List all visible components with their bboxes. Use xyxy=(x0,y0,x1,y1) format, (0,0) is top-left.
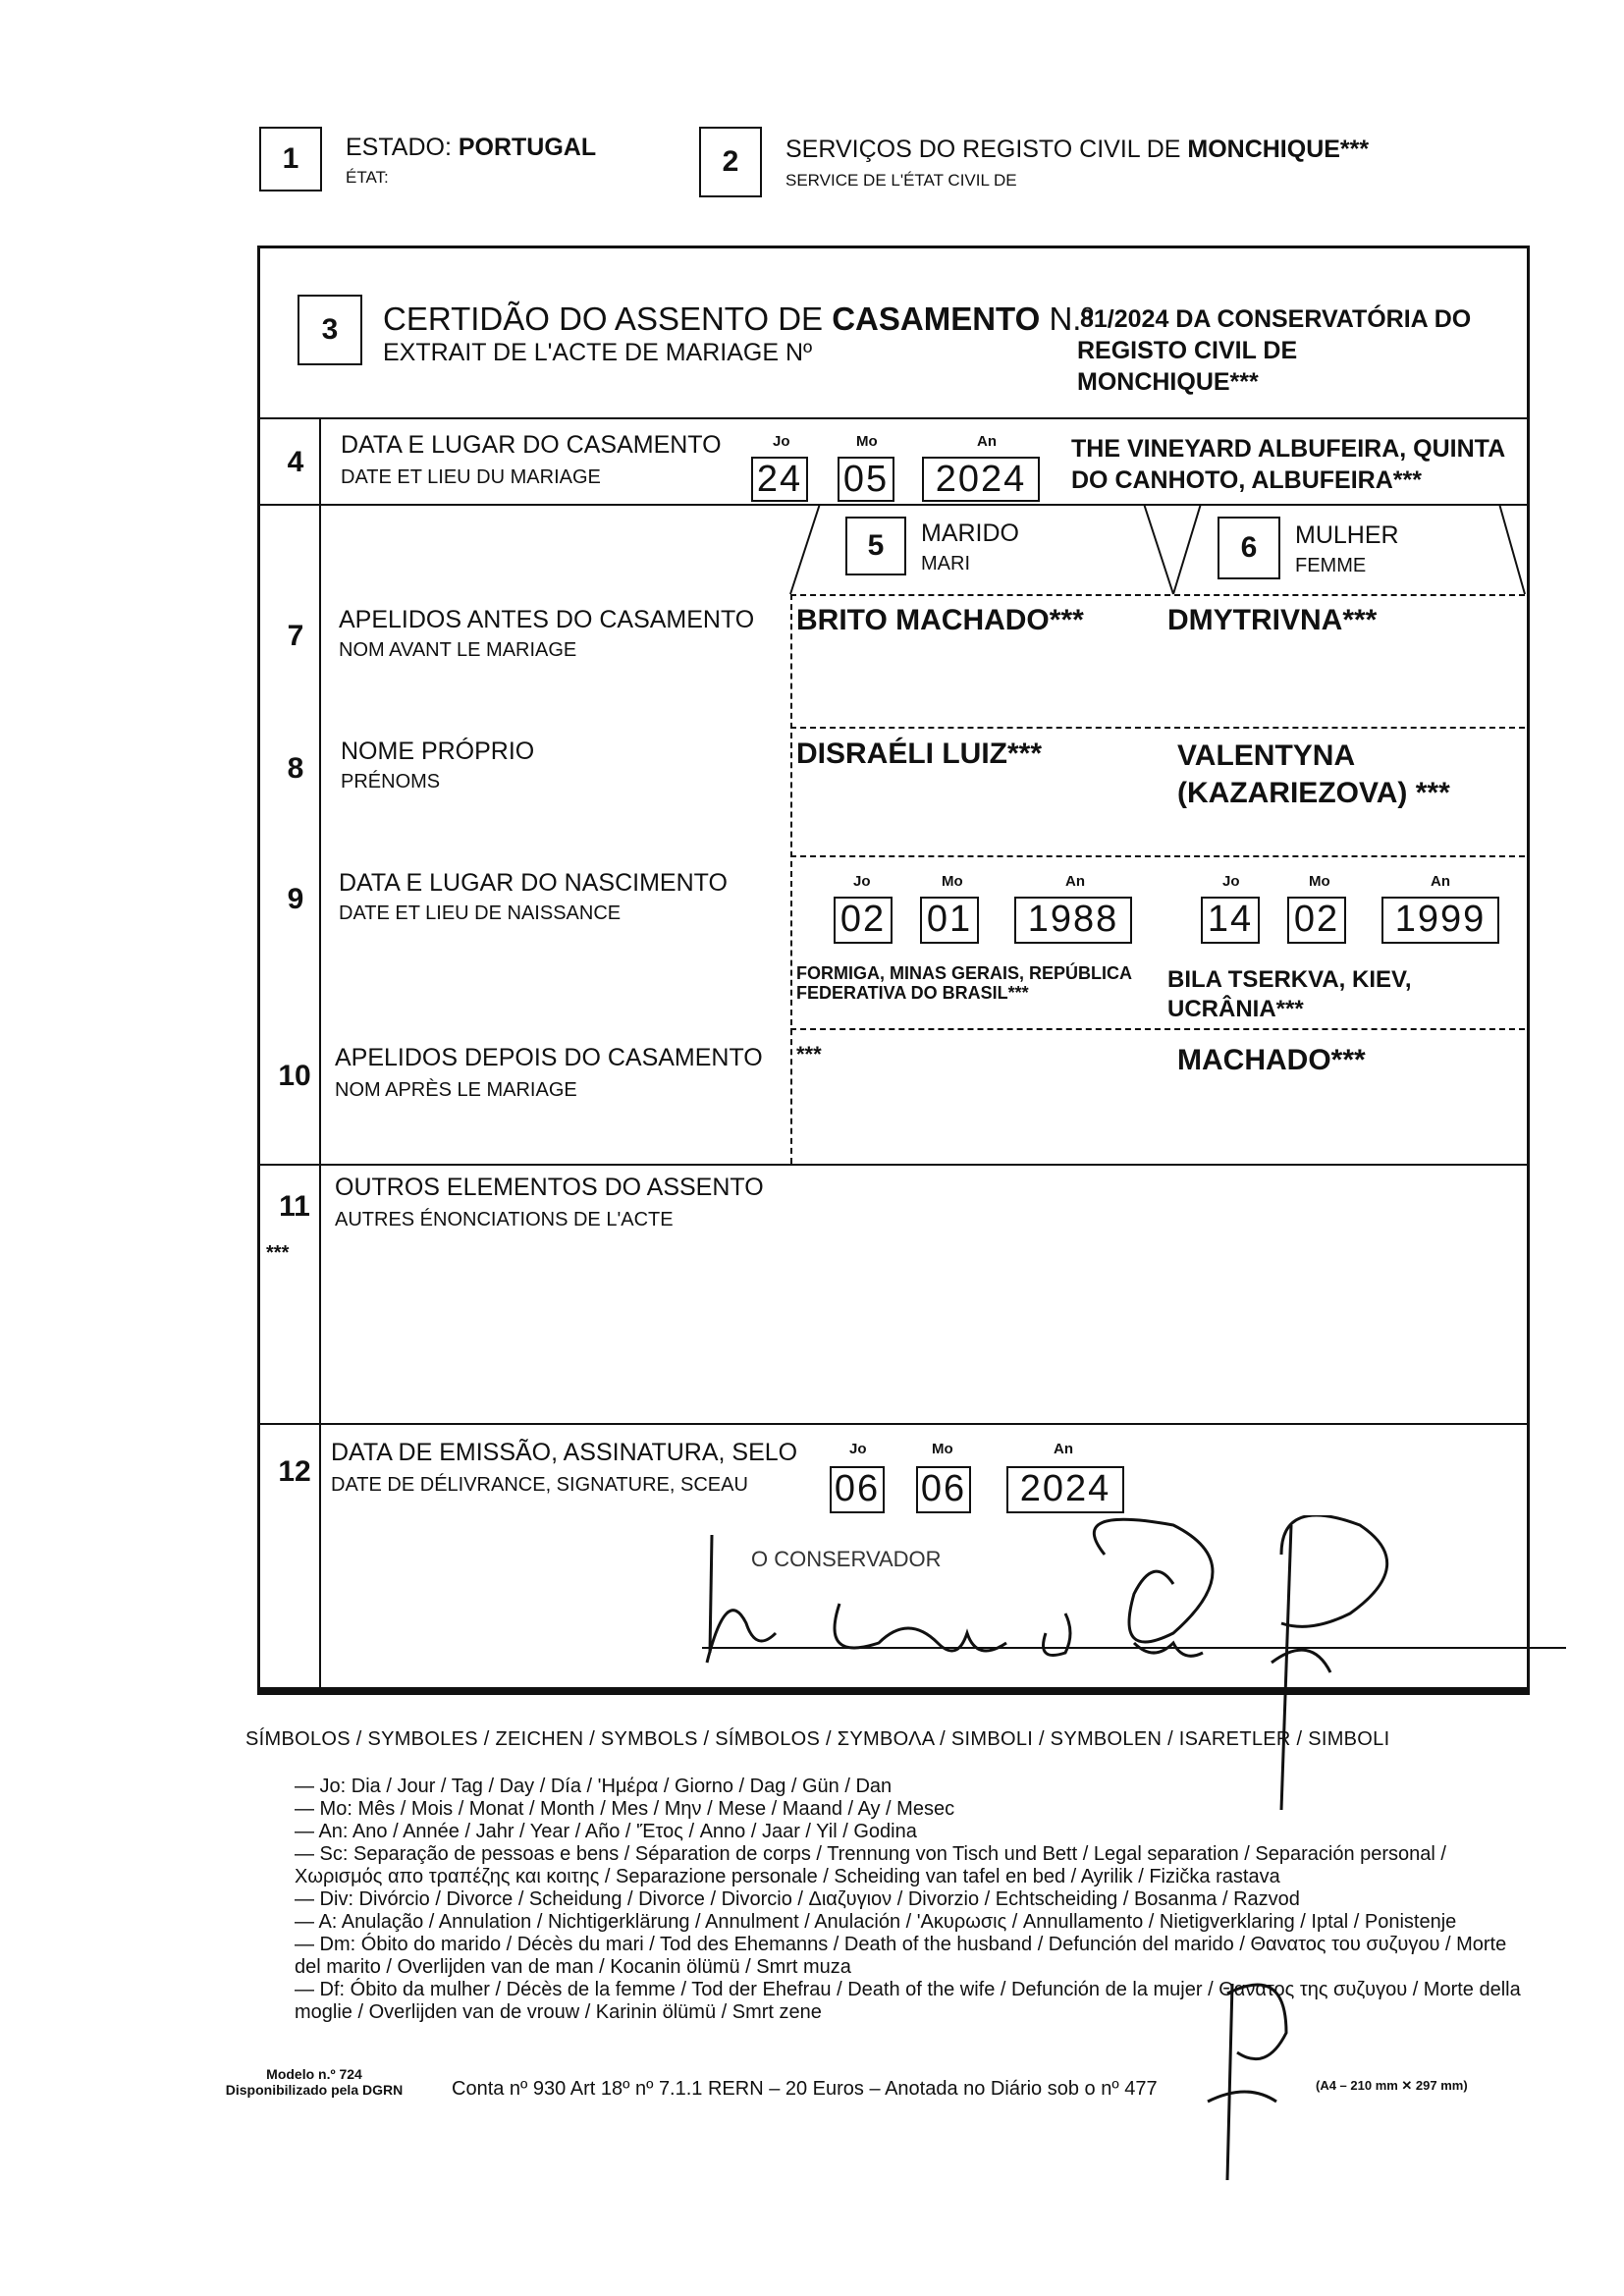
husband-column-divider xyxy=(790,594,792,1164)
row9-h-mo-label: Mo xyxy=(942,873,963,890)
row10-label-fr: NOM APRÈS LE MARIAGE xyxy=(335,1079,577,1101)
certificate-form xyxy=(257,246,1530,1695)
row4-label-fr: DATE ET LIEU DU MARIAGE xyxy=(341,466,601,488)
wife-birth-place-2: UCRÂNIA*** xyxy=(1167,996,1304,1022)
issue-year: 2024 xyxy=(1006,1466,1124,1513)
wife-birth-place xyxy=(1167,965,1411,1024)
model-info xyxy=(196,2066,432,2098)
handwritten-signature xyxy=(673,1515,1556,1810)
divider xyxy=(790,727,1525,729)
paper-format: (A4 – 210 mm ✕ 297 mm) xyxy=(1316,2078,1468,2093)
row12-label-fr: DATE DE DÉLIVRANCE, SIGNATURE, SCEAU xyxy=(331,1474,748,1496)
certificate-number-3: MONCHIQUE*** xyxy=(1077,368,1259,396)
servicos-label xyxy=(785,136,1369,164)
row9-label-pt: DATA E LUGAR DO NASCIMENTO xyxy=(339,869,728,897)
wife-birth-place-1: BILA TSERKVA, KIEV, xyxy=(1167,966,1412,993)
husband-first-name: DISRAÉLI LUIZ*** xyxy=(796,738,1043,770)
wife-surname-before: DMYTRIVNA*** xyxy=(1167,604,1378,636)
husband-birth-month: 01 xyxy=(920,897,979,944)
model-provider: Disponibilizado pela DGRN xyxy=(225,2082,404,2098)
wife-birth-day: 14 xyxy=(1201,897,1260,944)
title-pt-c: N.º xyxy=(1049,301,1094,337)
row12-jo-label: Jo xyxy=(849,1441,867,1457)
row9-h-an-label: An xyxy=(1065,873,1085,890)
etat-label: ÉTAT: xyxy=(346,168,389,187)
row12-an-label: An xyxy=(1054,1441,1073,1457)
title-fr: EXTRAIT DE L'ACTE DE MARIAGE Nº xyxy=(383,339,813,366)
row4-label-pt: DATA E LUGAR DO CASAMENTO xyxy=(341,431,722,459)
field-number-5: 5 xyxy=(845,517,906,575)
row8-label-fr: PRÉNOMS xyxy=(341,771,441,793)
form-bottom-border xyxy=(257,1687,1530,1693)
symbol-line: — Jo: Dia / Jour / Tag / Day / Día / 'Ημέρα / Giorno / Dag / Gün / Dan xyxy=(295,1776,893,1797)
husband-birth-day: 02 xyxy=(834,897,893,944)
row4-jo-label: Jo xyxy=(773,433,790,450)
husband-birth-year: 1988 xyxy=(1014,897,1132,944)
certificate-number-2: REGISTO CIVIL DE xyxy=(1077,337,1298,364)
field-number-11: 11 xyxy=(279,1190,310,1223)
divider xyxy=(790,594,1525,596)
wife-birth-year: 1999 xyxy=(1381,897,1499,944)
certificate-number xyxy=(1077,303,1472,398)
number-column-divider xyxy=(319,417,321,1692)
model-number: Modelo n.º 724 xyxy=(266,2066,362,2082)
row4-mo-label: Mo xyxy=(856,433,878,450)
row11-label-pt: OUTROS ELEMENTOS DO ASSENTO xyxy=(335,1174,764,1201)
row9-w-mo-label: Mo xyxy=(1309,873,1330,890)
row9-h-jo-label: Jo xyxy=(853,873,871,890)
row12-mo-label: Mo xyxy=(932,1441,953,1457)
field-number-10: 10 xyxy=(278,1060,311,1092)
row4-month: 05 xyxy=(838,457,894,502)
divider xyxy=(260,1164,1527,1166)
certificate-number-1: 81/2024 DA CONSERVATÓRIA DO xyxy=(1080,305,1472,333)
title-pt xyxy=(383,301,1094,338)
row4-year: 2024 xyxy=(922,457,1040,502)
husband-birth-place-2: FEDERATIVA DO BRASIL*** xyxy=(796,983,1029,1003)
wife-first-name-2: (KAZARIEZOVA) *** xyxy=(1177,777,1450,809)
field-number-4: 4 xyxy=(287,446,304,478)
field-number-7: 7 xyxy=(287,620,304,652)
row7-label-pt: APELIDOS ANTES DO CASAMENTO xyxy=(339,606,755,633)
field-number-3: 3 xyxy=(298,295,362,365)
field-number-12: 12 xyxy=(278,1455,311,1488)
row9-w-an-label: An xyxy=(1431,873,1450,890)
row11-value: *** xyxy=(266,1242,290,1264)
wife-first-name xyxy=(1177,738,1450,812)
row4-an-label: An xyxy=(977,433,997,450)
servicos-value: MONCHIQUE*** xyxy=(1187,136,1370,163)
wife-first-name-1: VALENTYNA xyxy=(1177,739,1356,772)
field-number-1: 1 xyxy=(259,127,322,191)
field-number-6: 6 xyxy=(1218,517,1280,579)
estado-value: PORTUGAL xyxy=(458,134,597,161)
wife-surname-after: MACHADO*** xyxy=(1177,1044,1366,1076)
issue-month: 06 xyxy=(916,1466,971,1513)
row4-place-1: THE VINEYARD ALBUFEIRA, QUINTA xyxy=(1071,435,1506,463)
marido-label: MARIDO xyxy=(921,519,1019,547)
symbol-line: — A: Anulação / Annulation / Nichtigerklärung / Annulment / Anulación / 'Ακυρωσις / Annullamento / Nietigverklaring / Iptal / Ponistenje xyxy=(295,1911,1457,1933)
symbol-line: — Mo: Mês / Mois / Monat / Month / Mes / Μην / Mese / Maand / Ay / Mesec xyxy=(295,1798,955,1820)
row4-place xyxy=(1071,433,1505,496)
mari-label: MARI xyxy=(921,553,970,574)
symbol-line: — Dm: Óbito do marido / Décès du mari / Tod des Ehemanns / Death of the husband / Defunción del marido / Θανατος του συζυγου / Morte del marito / Overlijden van de man / Kocanin ölümü / Smrt muza xyxy=(295,1934,1507,1978)
row9-label-fr: DATE ET LIEU DE NAISSANCE xyxy=(339,902,622,924)
row11-label-fr: AUTRES ÉNONCIATIONS DE L'ACTE xyxy=(335,1209,674,1230)
mulher-label: MULHER xyxy=(1295,521,1399,549)
divider xyxy=(260,1423,1527,1425)
row7-label-fr: NOM AVANT LE MARIAGE xyxy=(339,639,577,661)
service-label: SERVICE DE L'ÉTAT CIVIL DE xyxy=(785,171,1017,190)
conservador-label: O CONSERVADOR xyxy=(751,1547,942,1571)
femme-label: FEMME xyxy=(1295,555,1367,576)
row8-label-pt: NOME PRÓPRIO xyxy=(341,738,535,765)
issue-day: 06 xyxy=(830,1466,885,1513)
husband-surname-before: BRITO MACHADO*** xyxy=(796,604,1084,636)
divider xyxy=(790,1028,1525,1030)
fee-note: Conta nº 930 Art 18º nº 7.1.1 RERN – 20 Euros – Anotada no Diário sob o nº 477 xyxy=(452,2078,1158,2100)
estado-label xyxy=(346,134,596,162)
husband-birth-place xyxy=(796,963,1132,1003)
husband-surname-after: *** xyxy=(796,1042,822,1066)
divider xyxy=(260,417,1527,419)
symbol-line: — Df: Óbito da mulher / Décès de la femme / Tod der Ehefrau / Death of the wife / Defunción de la mujer / Θανατος της συζυγου / Morte della moglie / Overlijden van de vrouw / Karinin ölümü / Smrt zene xyxy=(295,1979,1521,2023)
row4-place-2: DO CANHOTO, ALBUFEIRA*** xyxy=(1071,466,1422,494)
row4-day: 24 xyxy=(751,457,808,502)
field-number-2: 2 xyxy=(699,127,762,197)
husband-birth-place-1: FORMIGA, MINAS GERAIS, REPÚBLICA xyxy=(796,963,1133,983)
wife-birth-month: 02 xyxy=(1287,897,1346,944)
field-number-8: 8 xyxy=(287,752,304,785)
row12-label-pt: DATA DE EMISSÃO, ASSINATURA, SELO xyxy=(331,1439,798,1466)
symbol-line: — Sc: Separação de pessoas e bens / Séparation de corps / Trennung von Tisch und Bett / Legal separation / Separación personal / Χωρισμός απο τραπέζης και κοιτης / Separazione personale / Scheiding van tafel en bed / Ayrilik / Fizička rastava xyxy=(295,1843,1446,1887)
row10-label-pt: APELIDOS DEPOIS DO CASAMENTO xyxy=(335,1044,763,1071)
title-pt-b: CASAMENTO xyxy=(832,301,1041,337)
symbol-line: — An: Ano / Année / Jahr / Year / Año / 'Έτος / Anno / Jaar / Yil / Godina xyxy=(295,1821,917,1842)
margin-initials xyxy=(1188,1974,1326,2190)
estado-label-text: ESTADO: xyxy=(346,134,452,161)
symbols-legend xyxy=(295,1776,1522,2024)
divider xyxy=(790,855,1525,857)
symbols-heading: SÍMBOLOS / SYMBOLES / ZEICHEN / SYMBOLS / SÍMBOLOS / ΣΥΜΒΟΛΑ / SIMBOLI / SYMBOLEN / ISARETLER / SIMBOLI xyxy=(245,1728,1390,1750)
servicos-label-text: SERVIÇOS DO REGISTO CIVIL DE xyxy=(785,136,1181,163)
row9-w-jo-label: Jo xyxy=(1222,873,1240,890)
field-number-9: 9 xyxy=(287,883,304,915)
symbol-line: — Div: Divórcio / Divorce / Scheidung / Divorce / Divorcio / Διαζυγιον / Divorzio / Echtscheiding / Bosanma / Razvod xyxy=(295,1888,1300,1910)
title-pt-a: CERTIDÃO DO ASSENTO DE xyxy=(383,301,824,337)
